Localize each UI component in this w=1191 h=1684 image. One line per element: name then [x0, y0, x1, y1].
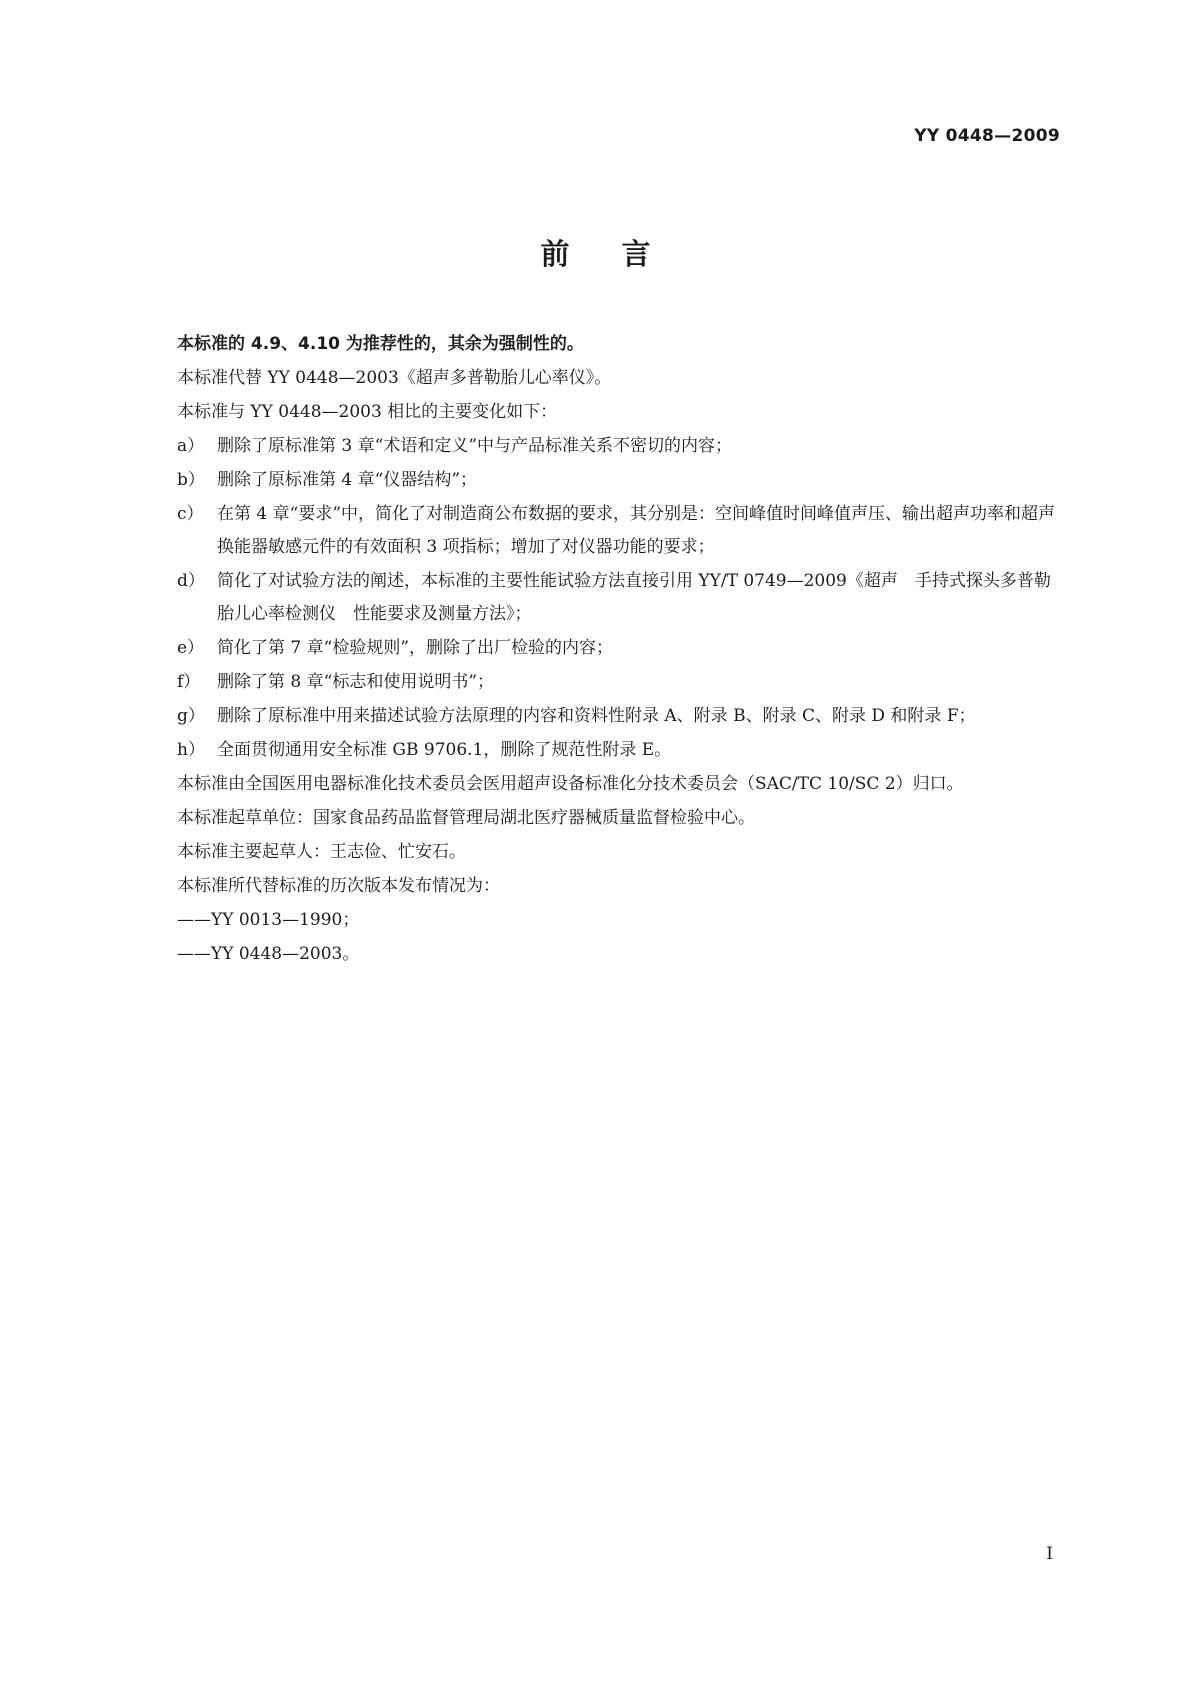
change-item-text: 删除了原标准中用来描述试验方法原理的内容和资料性附录 A、附录 B、附录 C、附录 D 和附录 F； — [217, 706, 976, 726]
change-item — [177, 734, 1061, 767]
history-item: ——YY 0448—2003。 — [177, 944, 360, 964]
change-item-text: 简化了第 7 章“检验规则”，删除了出厂检验的内容； — [217, 638, 614, 658]
paragraph-technical-committee: 本标准由全国医用电器标准化技术委员会医用超声设备标准化分技术委员会（SAC/TC 10/SC 2）归口。 — [177, 774, 964, 794]
change-item-mark: f） — [177, 672, 201, 692]
paragraph-scope: 本标准的 4.9、4.10 为推荐性的，其余为强制性的。 — [177, 334, 584, 354]
change-item — [177, 700, 1061, 733]
change-item — [177, 666, 1061, 699]
change-item-text: 删除了原标准第 3 章“术语和定义”中与产品标准关系不密切的内容； — [217, 436, 733, 456]
change-item-text: 删除了原标准第 4 章“仪器结构”； — [217, 470, 478, 490]
change-item — [177, 498, 1061, 564]
change-item-text: 删除了第 8 章“标志和使用说明书”； — [217, 672, 495, 692]
change-item — [177, 565, 1061, 631]
history-item: ——YY 0013—1990； — [177, 910, 360, 930]
change-item-mark: h） — [177, 740, 205, 760]
page-number: I — [1046, 1544, 1053, 1564]
foreword-body — [130, 328, 1061, 972]
change-item — [177, 632, 1061, 665]
paragraph-changes-intro: 本标准与 YY 0448—2003 相比的主要变化如下： — [177, 402, 558, 422]
change-item-mark: e） — [177, 638, 205, 658]
change-item-mark: g） — [177, 706, 205, 726]
change-item-text: 在第 4 章“要求”中，简化了对制造商公布数据的要求，其分别是：空间峰值时间峰值声压、输出超声功率和超声换能器敏感元件的有效面积 3 项指标；增加了对仪器功能的要求； — [217, 504, 1056, 557]
change-item-text: 全面贯彻通用安全标准 GB 9706.1，删除了规范性附录 E。 — [217, 740, 672, 760]
change-item-mark: a） — [177, 436, 205, 456]
paragraph-replaces: 本标准代替 YY 0448—2003《超声多普勒胎儿心率仪》。 — [177, 368, 612, 388]
change-item-mark: d） — [177, 571, 205, 591]
change-item-mark: b） — [177, 470, 205, 490]
change-item-text: 简化了对试验方法的阐述，本标准的主要性能试验方法直接引用 YY/T 0749—2009《超声 手持式探头多普勒胎儿心率检测仪 性能要求及测量方法》； — [217, 571, 1051, 624]
change-item-mark: c） — [177, 504, 204, 524]
paragraph-drafting-unit: 本标准起草单位：国家食品药品监督管理局湖北医疗器械质量监督检验中心。 — [177, 808, 755, 828]
change-item — [177, 464, 1061, 497]
paragraph-history-intro: 本标准所代替标准的历次版本发布情况为： — [177, 876, 500, 896]
standard-code: YY 0448—2009 — [914, 126, 1060, 146]
paragraph-drafters: 本标准主要起草人：王志俭、忙安石。 — [177, 842, 466, 862]
change-item — [177, 430, 1061, 463]
page-title: 前言 — [540, 237, 703, 271]
